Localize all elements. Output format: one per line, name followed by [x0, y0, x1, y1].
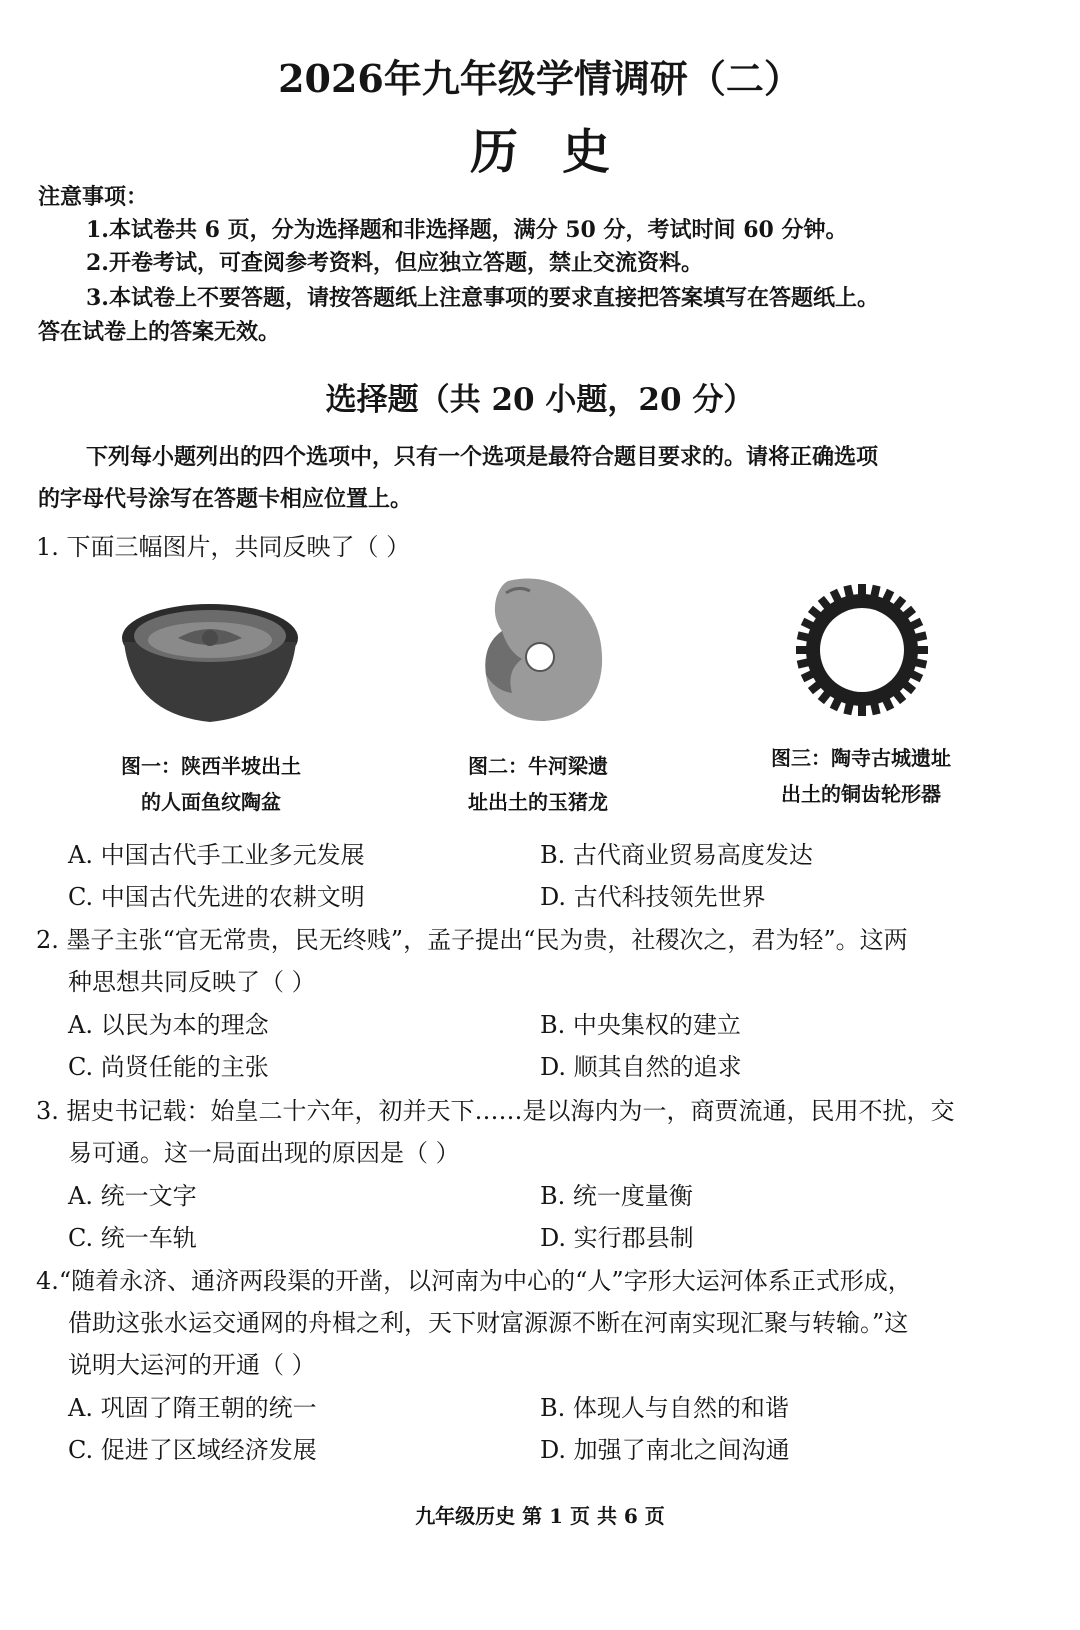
q4-option-c[interactable]: C. 促进了区域经济发展 [68, 1436, 317, 1464]
q3-option-b[interactable]: B. 统一度量衡 [540, 1182, 693, 1210]
figure-2-caption-line-1: 图二：牛河梁遗 [468, 754, 608, 778]
page-footer: 九年级历史 第 1 页 共 6 页 [415, 1504, 665, 1528]
notice-item-3: 3.本试卷上不要答题，请按答题纸上注意事项的要求直接把答案填写在答题纸上。 [86, 285, 879, 311]
q2-option-a[interactable]: A. 以民为本的理念 [68, 1011, 269, 1039]
figure-3-caption-line-2: 出土的铜齿轮形器 [781, 782, 941, 806]
figure-3-caption [748, 740, 974, 812]
question-4-stem-line-2: 借助这张水运交通网的舟楫之利，天下财富源源不断在河南实现汇聚与转输。”这 [68, 1309, 909, 1337]
figure-2-caption [440, 748, 636, 820]
question-4-stem-line-1: 4.“随着永济、通济两段渠的开凿，以河南为中心的“人”字形大运河体系正式形成， [36, 1267, 912, 1295]
q1-option-a[interactable]: A. 中国古代手工业多元发展 [68, 841, 365, 869]
notice-item-3-cont: 答在试卷上的答案无效。 [38, 319, 281, 345]
question-3-stem-line-2: 易可通。这一局面出现的原因是（ ） [68, 1139, 460, 1167]
question-2-stem-line-1: 2. 墨子主张“官无常贵，民无终贱”，孟子提出“民为贵，社稷次之，君为轻”。这两 [36, 926, 908, 954]
q4-option-d[interactable]: D. 加强了南北之间沟通 [540, 1436, 790, 1464]
notice-item-2: 2.开卷考试，可查阅参考资料，但应独立答题，禁止交流资料。 [86, 250, 703, 276]
q1-option-b[interactable]: B. 古代商业贸易高度发达 [540, 841, 813, 869]
subject-title: 历史 [469, 124, 654, 180]
figure-1-caption [100, 748, 322, 820]
q2-option-b[interactable]: B. 中央集权的建立 [540, 1011, 741, 1039]
pottery-basin-icon [118, 590, 302, 730]
q2-option-c[interactable]: C. 尚贤任能的主张 [68, 1053, 269, 1081]
notice-heading: 注意事项： [38, 184, 149, 210]
q3-option-d[interactable]: D. 实行郡县制 [540, 1224, 694, 1252]
section-instruction-line-2: 的字母代号涂写在答题卡相应位置上。 [38, 486, 413, 512]
figure-1-caption-line-1: 图一：陕西半坡出土 [121, 754, 301, 778]
question-3-stem-line-1: 3. 据史书记载：始皇二十六年，初并天下……是以海内为一，商贾流通，民用不扰，交 [36, 1097, 955, 1125]
section-title: 选择题（共 20 小题，20 分） [325, 382, 755, 418]
question-4-stem-line-3: 说明大运河的开通（ ） [68, 1351, 316, 1379]
q3-option-c[interactable]: C. 统一车轨 [68, 1224, 197, 1252]
bronze-gear-icon [792, 580, 932, 720]
q2-option-d[interactable]: D. 顺其自然的追求 [540, 1053, 742, 1081]
question-2-stem-line-2: 种思想共同反映了（ ） [68, 968, 316, 996]
figure-2-caption-line-2: 址出土的玉猪龙 [468, 790, 608, 814]
q4-option-a[interactable]: A. 巩固了隋王朝的统一 [68, 1394, 317, 1422]
jade-pig-dragon-icon [478, 575, 608, 725]
notice-item-1: 1.本试卷共 6 页，分为选择题和非选择题，满分 50 分，考试时间 60 分钟。 [86, 217, 848, 243]
figure-1-caption-line-2: 的人面鱼纹陶盆 [141, 790, 281, 814]
figure-3-caption-line-1: 图三：陶寺古城遗址 [771, 746, 951, 770]
q3-option-a[interactable]: A. 统一文字 [68, 1182, 197, 1210]
q4-option-b[interactable]: B. 体现人与自然的和谐 [540, 1394, 789, 1422]
q1-option-c[interactable]: C. 中国古代先进的农耕文明 [68, 883, 365, 911]
section-instruction-line-1: 下列每小题列出的四个选项中，只有一个选项是最符合题目要求的。请将正确选项 [86, 444, 879, 470]
question-1-stem: 1. 下面三幅图片，共同反映了（ ） [36, 533, 411, 561]
q1-option-d[interactable]: D. 古代科技领先世界 [540, 883, 766, 911]
exam-title: 2026年九年级学情调研（二） [278, 56, 802, 101]
